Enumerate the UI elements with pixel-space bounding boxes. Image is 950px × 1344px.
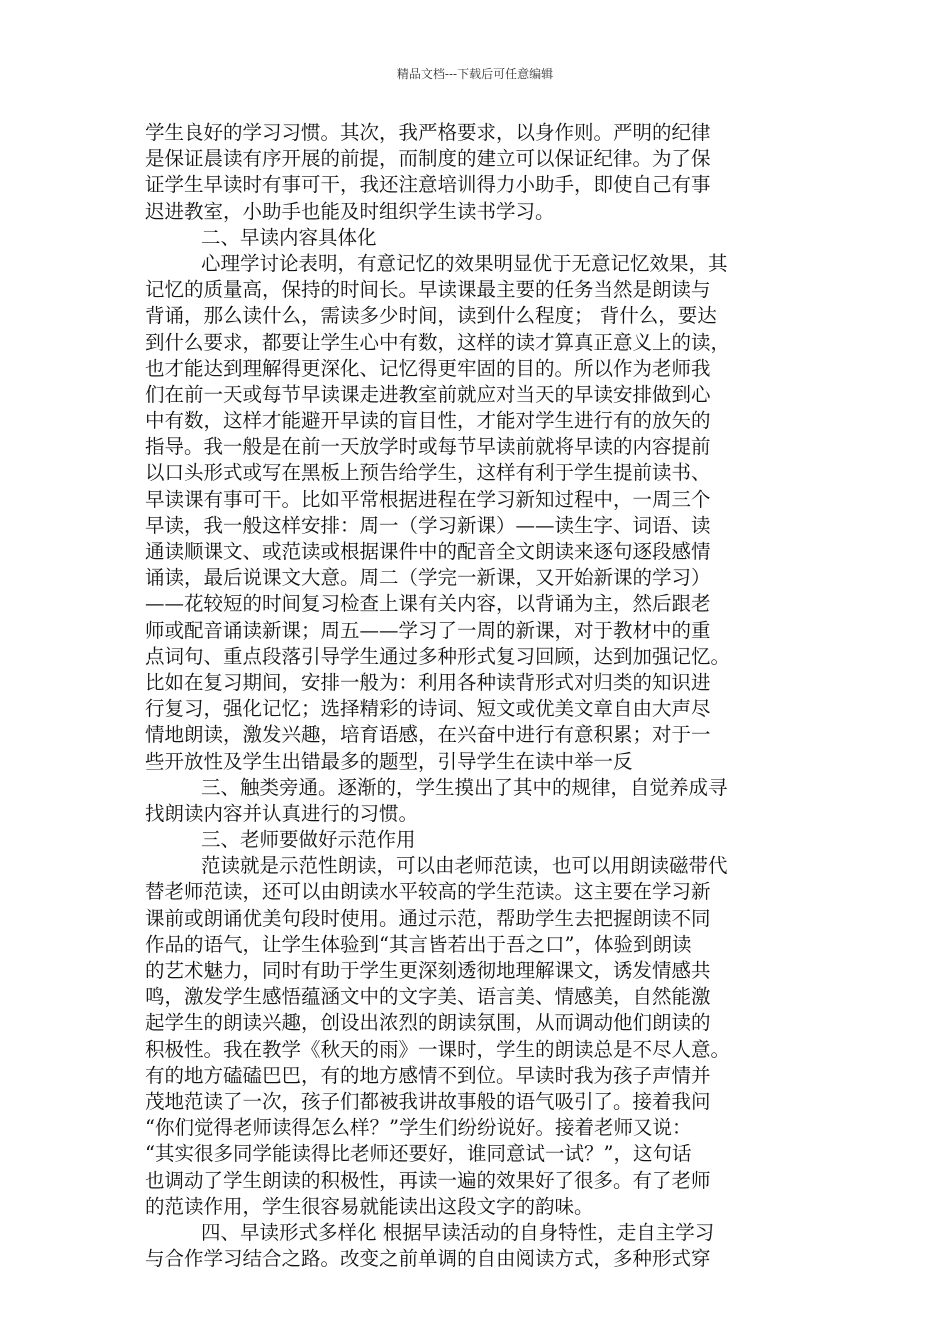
- text-line: 些开放性及学生出错最多的题型，引导学生在读中举一反: [145, 749, 633, 773]
- text-line: 二、早读内容具体化: [201, 225, 377, 249]
- text-line: 三、触类旁通。逐渐的，学生摸出了其中的规律，自觉养成寻: [201, 775, 728, 799]
- text-line: 记忆的质量高，保持的时间长。早读课最主要的任务当然是朗读与: [145, 278, 711, 302]
- text-line: 指导。我一般是在前一天放学时或每节早读前就将早读的内容提前: [145, 435, 711, 459]
- text-line: 课前或朗诵优美句段时使用。通过示范，帮助学生去把握朗读不同: [145, 906, 711, 930]
- text-line: 师或配音诵读新课；周五——学习了一周的新课，对于教材中的重: [145, 618, 711, 642]
- text-line: 到什么要求，都要让学生心中有数，这样的读才算真正意义上的读，: [145, 330, 731, 354]
- text-line: 诵读，最后说课文大意。周二（学完一新课，又开始新课的学习）: [145, 566, 711, 590]
- text-line: 以口头形式或写在黑板上预告给学生，这样有利于学生提前读书、: [145, 461, 711, 485]
- text-line: 行复习，强化记忆；选择精彩的诗词、短文或优美文章自由大声尽: [145, 697, 711, 721]
- text-line: ——花较短的时间复习检查上课有关内容，以背诵为主，然后跟老: [145, 592, 711, 616]
- text-line: 范读就是示范性朗读，可以由老师范读，也可以用朗读磁带代: [201, 854, 728, 878]
- text-line: 作品的语气，让学生体验到“其言皆若出于吾之口”，体验到朗读: [145, 932, 692, 956]
- page-header: 精品文档---下载后可任意编辑: [396, 67, 554, 81]
- text-line: 四、早读形式多样化 根据早读活动的自身特性，走自主学习: [201, 1220, 715, 1244]
- text-line: 通读顺课文、或范读或根据课件中的配音全文朗读来逐句逐段感情: [145, 540, 711, 563]
- text-line: 中有数，这样才能避开早读的盲目性，才能对学生进行有的放矢的: [145, 409, 711, 433]
- text-line: 积极性。我在教学《秋天的雨》一课时，学生的朗读总是不尽人意。: [145, 1037, 731, 1061]
- text-line: 与合作学习结合之路。改变之前单调的自由阅读方式，多种形式穿: [145, 1247, 711, 1271]
- text-line: 茂地范读了一次，孩子们都被我讲故事般的语气吸引了。接着我问: [145, 1089, 711, 1113]
- text-line: 背诵，那么读什么，需读多少时间，读到什么程度； 背什么，要达: [145, 304, 717, 328]
- text-line: 的艺术魅力，同时有助于学生更深刻透彻地理解课文，诱发情感共: [145, 959, 711, 982]
- text-line: 是保证晨读有序开展的前提，而制度的建立可以保证纪律。为了保: [145, 147, 711, 171]
- text-line: 替老师范读，还可以由朗读水平较高的学生范读。这主要在学习新: [145, 880, 711, 904]
- text-line: 起学生的朗读兴趣，创设出浓烈的朗读氛围，从而调动他们朗读的: [145, 1011, 711, 1035]
- text-line: 找朗读内容并认真进行的习惯。: [145, 801, 419, 825]
- text-line: 点词句、重点段落引导学生通过多种形式复习回顾，达到加强记忆。: [145, 644, 731, 668]
- text-line: 鸣，激发学生感悟蕴涵文中的文字美、语言美、情感美，自然能激: [145, 985, 711, 1009]
- text-line: “你们觉得老师读得怎么样？”学生们纷纷说好。接着老师又说：: [145, 1116, 692, 1140]
- text-line: 迟进教室，小助手也能及时组织学生读书学习。: [145, 199, 555, 223]
- text-line: 早读，我一般这样安排：周一（学习新课）——读生字、词语、读: [145, 513, 711, 537]
- document-body: [145, 120, 825, 1272]
- text-line: 有的地方磕磕巴巴，有的地方感情不到位。早读时我为孩子声情并: [145, 1063, 711, 1087]
- text-line: 也调动了学生朗读的积极性，再读一遍的效果好了很多。有了老师: [145, 1168, 711, 1192]
- text-line: 们在前一天或每节早读课走进教室前就应对当天的早读安排做到心: [145, 382, 711, 406]
- text-line: 心理学讨论表明，有意记忆的效果明显优于无意记忆效果，其: [201, 251, 728, 275]
- text-line: 早读课有事可干。比如平常根据进程在学习新知过程中，一周三个: [145, 487, 711, 511]
- text-line: “其实很多同学能读得比老师还要好，谁同意试一试？”，这句话: [145, 1142, 692, 1166]
- text-line: 证学生早读时有事可干，我还注意培训得力小助手，即使自己有事: [145, 173, 711, 197]
- text-line: 的范读作用，学生很容易就能读出这段文字的韵味。: [145, 1194, 594, 1218]
- text-line: 也才能达到理解得更深化、记忆得更牢固的目的。所以作为老师我: [145, 356, 711, 380]
- text-line: 情地朗读，激发兴趣，培育语感，在兴奋中进行有意积累；对于一: [145, 723, 711, 747]
- text-line: 比如在复习期间，安排一般为：利用各种读背形式对归类的知识进: [145, 670, 711, 694]
- text-line: 三、老师要做好示范作用: [201, 828, 416, 852]
- text-line: 学生良好的学习习惯。其次，我严格要求，以身作则。严明的纪律: [145, 121, 711, 144]
